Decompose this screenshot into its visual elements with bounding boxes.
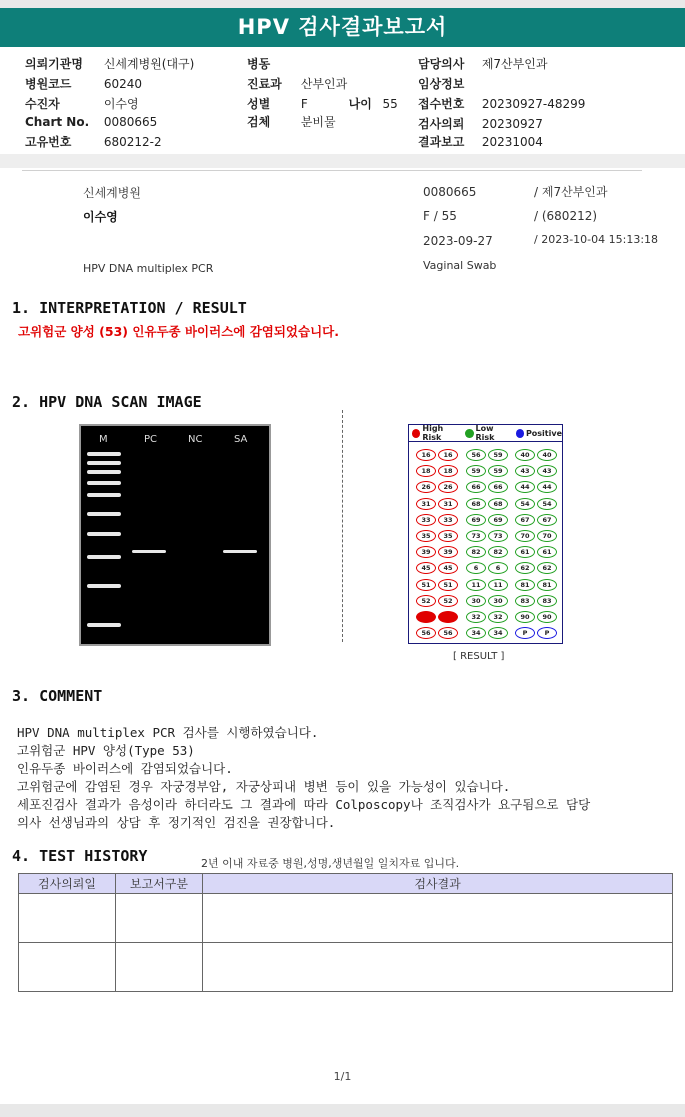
patient-report-datetime: / 2023-10-04 15:13:18 [534, 233, 659, 246]
hpv-type-cell-32: 32 [488, 611, 508, 623]
comment-line: 세포진검사 결과가 음성이라 하더라도 그 결과에 따라 Colposcopy나 조직검사가 요구됨으로 담당 [17, 797, 591, 812]
hpv-type-cell-59: 59 [488, 465, 508, 477]
report-title: HPV 검사결과보고서 [0, 8, 685, 47]
patient-chart: 0080665 [423, 185, 477, 199]
hpv-type-cell-81: 81 [515, 579, 535, 591]
history-header-result: 검사결과 [203, 874, 673, 894]
hpv-type-cell-45: 45 [416, 562, 436, 574]
hpv-type-cell-6: 6 [488, 562, 508, 574]
header-row-patient: 수진자 이수영 [25, 97, 139, 111]
positive-dot-icon [516, 429, 524, 438]
hpv-type-cell-56: 56 [416, 627, 436, 639]
hpv-type-cell-59: 59 [466, 465, 486, 477]
top-strip [0, 0, 685, 8]
hpv-type-cell-32: 32 [466, 611, 486, 623]
hpv-type-cell-11: 11 [488, 579, 508, 591]
bottom-strip [0, 1104, 685, 1117]
hpv-type-cell-31: 31 [416, 498, 436, 510]
header-row-sex-age: 성별 F 나이 55 [247, 97, 398, 111]
high-risk-dot-icon [412, 429, 420, 438]
history-table [18, 873, 673, 992]
header-row-report-date: 결과보고 20231004 [418, 135, 543, 149]
marker-band [87, 512, 121, 516]
hpv-type-cell-35: 35 [416, 530, 436, 542]
header-row-doctor: 담당의사 제7산부인과 [418, 57, 548, 71]
hpv-type-cell-31: 31 [438, 498, 458, 510]
comment-line: 의사 선생님과의 상담 후 정기적인 검진을 권장합니다. [17, 815, 336, 830]
hpv-type-cell-59: 59 [488, 449, 508, 461]
hpv-type-cell-61: 61 [515, 546, 535, 558]
hpv-type-cell-33: 33 [438, 514, 458, 526]
hpv-type-cell-68: 68 [488, 498, 508, 510]
result-text: 고위험군 양성 (53) 인유두종 바이러스에 감염되었습니다. [18, 324, 339, 339]
hpv-type-cell-39: 39 [438, 546, 458, 558]
sa-band [223, 550, 257, 553]
hpv-type-cell-69: 69 [488, 514, 508, 526]
hpv-type-cell-44: 44 [537, 481, 557, 493]
header-row-receipt-no: 접수번호 20230927-48299 [418, 97, 586, 111]
hpv-type-cell-56: 56 [438, 627, 458, 639]
marker-band [87, 481, 121, 485]
patient-dept: / 제7산부인과 [534, 185, 608, 199]
hpv-type-cell-45: 45 [438, 562, 458, 574]
hpv-type-cell-18: 18 [438, 465, 458, 477]
report-header [0, 47, 685, 154]
gel-image [79, 424, 271, 646]
hpv-type-cell-62: 62 [515, 562, 535, 574]
marker-band [87, 470, 121, 474]
hpv-type-cell-44: 44 [515, 481, 535, 493]
marker-band [87, 555, 121, 559]
comment-block [17, 724, 590, 832]
comment-line: 고위험군 HPV 양성(Type 53) [17, 743, 195, 758]
panel-legend [409, 425, 562, 442]
hpv-type-cell-P: P [537, 627, 557, 639]
hpv-type-cell-35: 35 [438, 530, 458, 542]
hpv-type-cell-73: 73 [488, 530, 508, 542]
header-row-specimen: 검체 분비물 [247, 115, 336, 129]
hpv-type-cell-70: 70 [537, 530, 557, 542]
comment-line: 인유두종 바이러스에 감염되었습니다. [17, 761, 233, 776]
hpv-type-cell-P: P [515, 627, 535, 639]
hpv-type-cell-53: 53 [416, 611, 436, 623]
history-header-request-date: 검사의뢰일 [19, 874, 116, 894]
hpv-type-cell-54: 54 [515, 498, 535, 510]
hpv-type-cell-70: 70 [515, 530, 535, 542]
comment-line: 고위험군에 감염된 경우 자궁경부암, 자궁상피내 병변 등이 있을 가능성이 있습니다. [17, 779, 511, 794]
comment-line: HPV DNA multiplex PCR 검사를 시행하였습니다. [17, 725, 319, 740]
hpv-type-cell-81: 81 [537, 579, 557, 591]
hpv-type-cell-26: 26 [438, 481, 458, 493]
hpv-type-cell-51: 51 [416, 579, 436, 591]
header-row-hospital-code: 병원코드 60240 [25, 77, 143, 91]
hpv-type-cell-30: 30 [466, 595, 486, 607]
header-row-clinical-info: 임상정보 [418, 77, 465, 91]
section-title-history: 4. TEST HISTORY [12, 847, 148, 865]
legend-low-risk: Low Risk [475, 424, 495, 442]
marker-band [87, 452, 121, 456]
patient-name: 이수영 [83, 210, 118, 224]
hpv-type-cell-43: 43 [515, 465, 535, 477]
gel-lane-label-sa: SA [234, 434, 248, 445]
hpv-type-cell-68: 68 [466, 498, 486, 510]
hpv-type-cell-53: 53 [438, 611, 458, 623]
marker-band [87, 532, 121, 536]
history-header-row [19, 874, 673, 894]
hpv-type-cell-18: 18 [416, 465, 436, 477]
hpv-type-cell-11: 11 [466, 579, 486, 591]
table-row [19, 943, 673, 992]
pc-band [132, 550, 166, 553]
image-divider [342, 410, 343, 642]
hpv-type-cell-6: 6 [466, 562, 486, 574]
hpv-type-cell-56: 56 [466, 449, 486, 461]
hpv-type-cell-43: 43 [537, 465, 557, 477]
hpv-type-cell-82: 82 [466, 546, 486, 558]
patient-hospital: 신세계병원 [83, 186, 141, 200]
table-row [19, 894, 673, 943]
patient-sex-age: F / 55 [423, 209, 457, 223]
marker-band [87, 461, 121, 465]
history-header-report-type: 보고서구분 [116, 874, 203, 894]
hpv-type-cell-67: 67 [537, 514, 557, 526]
gel-lane-label-pc: PC [144, 434, 158, 445]
history-note: 2년 이내 자료중 병원,성명,생년월일 일치자료 입니다. [201, 857, 460, 870]
hpv-type-cell-30: 30 [488, 595, 508, 607]
hpv-type-cell-40: 40 [537, 449, 557, 461]
header-row-department: 진료과 산부인과 [247, 77, 348, 91]
hpv-type-cell-39: 39 [416, 546, 436, 558]
hpv-genotype-panel [408, 424, 563, 644]
hpv-type-cell-34: 34 [488, 627, 508, 639]
hpv-type-cell-34: 34 [466, 627, 486, 639]
hpv-type-cell-90: 90 [537, 611, 557, 623]
hpv-type-cell-54: 54 [537, 498, 557, 510]
marker-band [87, 623, 121, 627]
legend-high-risk: High Risk [422, 424, 444, 442]
hpv-type-cell-90: 90 [515, 611, 535, 623]
hpv-type-cell-26: 26 [416, 481, 436, 493]
patient-test-name: HPV DNA multiplex PCR [83, 262, 214, 275]
hpv-type-cell-83: 83 [537, 595, 557, 607]
hpv-type-cell-66: 66 [488, 481, 508, 493]
hpv-type-cell-51: 51 [438, 579, 458, 591]
gel-lane-label-nc: NC [188, 434, 203, 445]
hpv-type-cell-82: 82 [488, 546, 508, 558]
hpv-type-cell-52: 52 [438, 595, 458, 607]
hpv-type-cell-83: 83 [515, 595, 535, 607]
hpv-type-cell-52: 52 [416, 595, 436, 607]
hpv-type-cell-40: 40 [515, 449, 535, 461]
header-separator [0, 154, 685, 168]
header-row-unique-no: 고유번호 680212-2 [25, 135, 162, 149]
header-row-institution: 의뢰기관명 신세계병원(대구) [25, 57, 195, 71]
marker-band [87, 584, 121, 588]
hpv-type-cell-67: 67 [515, 514, 535, 526]
hpv-type-cell-16: 16 [416, 449, 436, 461]
header-row-request-date: 검사의뢰 20230927 [418, 117, 543, 131]
section-title-interpretation: 1. INTERPRETATION / RESULT [12, 299, 247, 317]
hpv-type-cell-73: 73 [466, 530, 486, 542]
panel-caption: [ RESULT ] [453, 651, 505, 662]
gel-lane-label-m: M [99, 434, 108, 445]
section-title-scan-image: 2. HPV DNA SCAN IMAGE [12, 393, 202, 411]
divider [22, 170, 642, 171]
hpv-type-cell-61: 61 [537, 546, 557, 558]
marker-band [87, 493, 121, 497]
hpv-type-cell-16: 16 [438, 449, 458, 461]
patient-birth: / (680212) [534, 209, 598, 223]
page-number: 1/1 [333, 1070, 352, 1083]
header-row-chart-no: Chart No. 0080665 [25, 115, 158, 129]
patient-request-date: 2023-09-27 [423, 234, 493, 248]
hpv-type-cell-33: 33 [416, 514, 436, 526]
patient-specimen: Vaginal Swab [423, 259, 497, 272]
section-title-comment: 3. COMMENT [12, 687, 103, 705]
header-row-ward: 병동 [247, 57, 271, 71]
hpv-type-cell-66: 66 [466, 481, 486, 493]
low-risk-dot-icon [465, 429, 473, 438]
hpv-type-cell-62: 62 [537, 562, 557, 574]
hpv-type-cell-69: 69 [466, 514, 486, 526]
legend-positive: Positive [525, 428, 563, 438]
